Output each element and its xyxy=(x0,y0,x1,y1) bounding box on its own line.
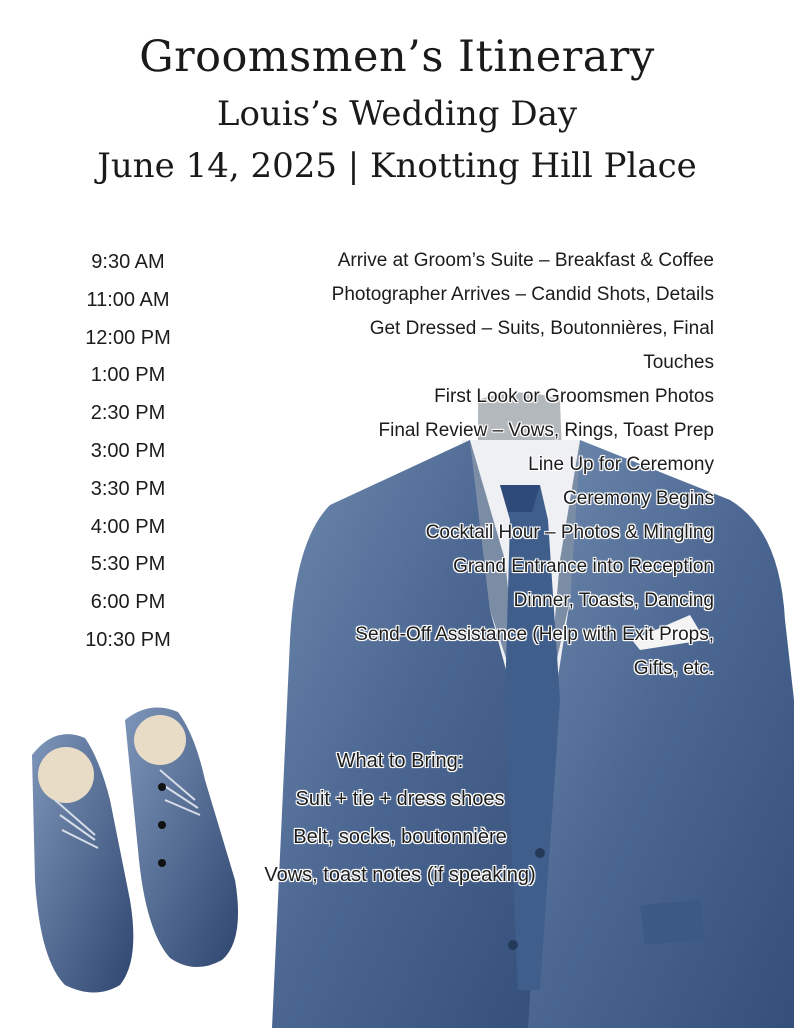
bring-bullets xyxy=(158,783,166,897)
event-line: Dinner, Toasts, Dancing xyxy=(513,590,714,611)
header xyxy=(0,26,794,192)
time-slot: 9:30 AM xyxy=(91,251,165,273)
time-slot: 5:30 PM xyxy=(90,553,166,576)
schedule-events xyxy=(240,244,714,686)
list-item: Vows, toast notes (if speaking) xyxy=(264,864,536,886)
event-line: Send-Off Assistance (Help with Exit Props, xyxy=(355,624,714,645)
what-to-bring-section xyxy=(200,742,600,894)
event-line: Get Dressed – Suits, Boutonnières, Final xyxy=(369,318,714,339)
event-line: Touches xyxy=(643,352,714,373)
list-item: Suit + tie + dress shoes xyxy=(295,788,505,810)
bullet-icon xyxy=(158,859,166,867)
time-slot: 3:00 PM xyxy=(90,439,166,462)
time-slot: 4:00 PM xyxy=(90,515,166,538)
event-line: Gifts, etc. xyxy=(633,658,714,679)
event-line: First Look or Groomsmen Photos xyxy=(434,386,714,407)
page-title: Groomsmen’s Itinerary xyxy=(139,32,655,82)
page-subtitle: Louis’s Wedding Day xyxy=(216,94,578,134)
time-slot: 11:00 AM xyxy=(86,288,170,311)
bullet-icon xyxy=(158,783,166,791)
time-slot: 12:00 PM xyxy=(85,326,171,349)
time-slot: 3:30 PM xyxy=(90,477,166,500)
time-slot: 2:30 PM xyxy=(90,402,166,425)
bullet-icon xyxy=(158,821,166,829)
date-venue-line: June 14, 2025 | Knotting Hill Place xyxy=(97,146,697,186)
event-line: Final Review – Vows, Rings, Toast Prep xyxy=(378,420,714,441)
event-line: Photographer Arrives – Candid Shots, Details xyxy=(331,284,714,305)
event-line: Cocktail Hour – Photos & Mingling xyxy=(425,522,714,543)
event-line: Line Up for Ceremony xyxy=(528,454,714,475)
what-to-bring-heading: What to Bring: xyxy=(336,750,464,772)
time-slot: 6:00 PM xyxy=(90,591,166,614)
time-slot: 1:00 PM xyxy=(90,364,166,387)
what-to-bring-list xyxy=(200,780,600,894)
event-line: Grand Entrance into Reception xyxy=(453,556,714,577)
schedule-times xyxy=(68,244,188,660)
event-line: Arrive at Groom’s Suite – Breakfast & Coffee xyxy=(337,250,714,271)
time-slot: 10:30 PM xyxy=(85,628,171,651)
list-item: Belt, socks, boutonnière xyxy=(293,826,507,848)
event-line: Ceremony Begins xyxy=(562,488,714,509)
